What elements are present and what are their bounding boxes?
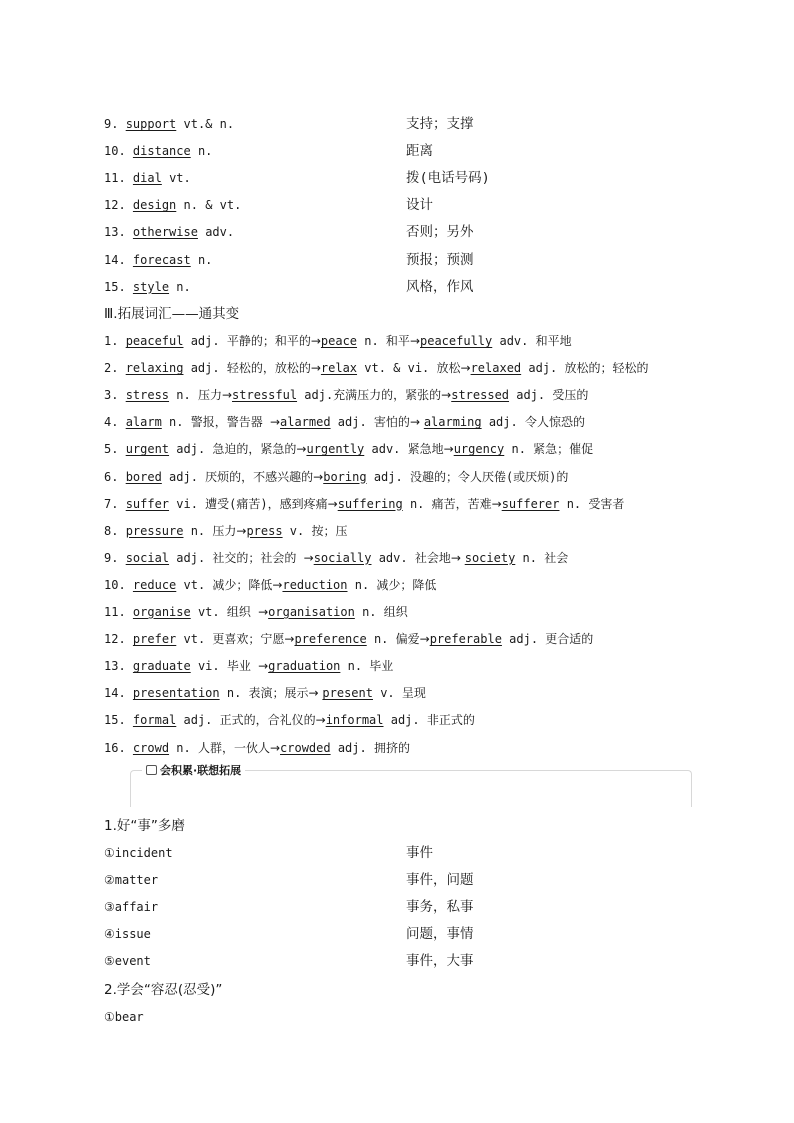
- extension-text: vt. 更喜欢；宁愿: [176, 632, 285, 647]
- extension-word: peace: [320, 334, 358, 348]
- extension-text: adv. 社会地: [371, 550, 451, 565]
- extension-row: [104, 467, 734, 487]
- extension-row: [104, 548, 734, 568]
- extension-text: adj. 正式的，合礼仪的: [176, 713, 316, 728]
- vocab-pos: n. & vt.: [183, 198, 242, 213]
- extension-row: [104, 710, 734, 730]
- extension-word: reduce: [132, 577, 177, 592]
- group1-word: ⑤event: [104, 954, 151, 969]
- extension-number: 15.: [104, 713, 126, 728]
- group1-meaning: 问题，事情: [406, 926, 474, 943]
- extension-row: [104, 494, 734, 514]
- extension-word: sufferer: [501, 496, 560, 511]
- arrow-icon: →: [409, 415, 424, 430]
- vocab-meaning: 拨(电话号码): [406, 170, 490, 187]
- extension-text: n. 表演；展示: [219, 686, 309, 701]
- extension-number: 3.: [104, 388, 119, 403]
- extension-text: adj. 非正式的: [383, 713, 475, 728]
- extension-text: vi. 毕业: [190, 659, 259, 674]
- vocab-pos: adv.: [205, 225, 235, 240]
- group1-item: [104, 924, 734, 944]
- arrow-icon: →: [491, 496, 502, 511]
- group1-word: ③affair: [104, 900, 159, 915]
- note-icon: [146, 765, 157, 775]
- extension-word: peacefully: [420, 334, 493, 348]
- extension-number: 5.: [104, 442, 119, 457]
- vocab-pos: vt.: [169, 171, 191, 186]
- extension-text: adv. 紧急地: [364, 442, 444, 457]
- vocab-meaning: 距离: [406, 143, 433, 160]
- extension-word: relaxing: [125, 361, 184, 376]
- extension-word: preferable: [429, 632, 502, 647]
- extension-text: vt. 组织: [190, 605, 259, 619]
- extension-text: n. 紧急；催促: [504, 442, 594, 457]
- vocab-row: [104, 222, 734, 242]
- extension-text: adj. 拥挤的: [330, 740, 410, 755]
- arrow-icon: →: [284, 632, 295, 647]
- extension-word: boring: [323, 469, 367, 484]
- vocab-pos: vt.& n.: [183, 117, 235, 131]
- arrow-icon: →: [310, 334, 321, 348]
- extension-number: 4.: [104, 415, 119, 430]
- extension-word: alarming: [423, 415, 482, 430]
- extension-text: adj. 厌烦的，不感兴趣的: [161, 469, 314, 484]
- extension-row: [104, 412, 734, 432]
- extension-word: pressure: [125, 523, 184, 538]
- extension-row: [104, 738, 734, 758]
- vocab-row: [104, 114, 734, 134]
- section-title: Ⅲ.拓展词汇——通其变: [104, 306, 240, 322]
- extension-word: informal: [325, 713, 384, 728]
- extension-row: [104, 521, 734, 541]
- vocab-pos: n.: [176, 279, 191, 294]
- vocab-meaning: 预报；预测: [406, 251, 474, 268]
- tip-box-title: 会积累·联想拓展: [142, 763, 245, 779]
- arrow-icon: →: [296, 442, 307, 457]
- extension-number: 16.: [104, 740, 126, 755]
- extension-row: [104, 358, 734, 378]
- vocab-meaning: 否则；另外: [406, 224, 474, 241]
- extension-text: vt. & vi. 放松: [357, 361, 461, 376]
- extension-word: graduation: [268, 659, 341, 674]
- extension-word: present: [322, 686, 373, 701]
- extension-number: 2.: [104, 361, 119, 376]
- arrow-icon: →: [460, 361, 471, 376]
- extension-word: preference: [294, 632, 367, 647]
- extension-word: peaceful: [125, 334, 184, 348]
- arrow-icon: →: [450, 550, 465, 565]
- vocab-number: 13.: [104, 225, 126, 240]
- extension-word: suffering: [337, 496, 403, 511]
- group1-meaning: 事件，大事: [406, 953, 474, 970]
- vocab-number: 15.: [104, 279, 126, 294]
- extension-word: social: [125, 550, 170, 565]
- arrow-icon: →: [308, 686, 323, 701]
- extension-text: adj.充满压力的，紧张的: [297, 388, 442, 403]
- arrow-icon: →: [419, 632, 430, 647]
- extension-number: 7.: [104, 496, 119, 511]
- extension-word: crowd: [132, 740, 170, 755]
- group1-item: [104, 870, 734, 890]
- group1-title: 1.好“事”多磨: [104, 818, 185, 834]
- extension-text: n. 社会: [515, 550, 569, 565]
- extension-text: v. 按；压: [282, 523, 348, 538]
- extension-text: adj. 没趣的；令人厌倦(或厌烦)的: [366, 469, 569, 484]
- arrow-icon: →: [443, 442, 454, 457]
- extension-number: 1.: [104, 334, 119, 348]
- vocab-word: design: [132, 198, 177, 213]
- extension-text: n. 毕业: [340, 659, 394, 674]
- extension-word: formal: [132, 713, 177, 728]
- extension-number: 11.: [104, 605, 126, 619]
- extension-word: urgent: [125, 442, 170, 457]
- group1-word: ①incident: [104, 846, 173, 860]
- extension-text: n. 偏爱: [366, 632, 420, 647]
- arrow-icon: →: [221, 388, 233, 403]
- extension-word: bored: [125, 469, 162, 484]
- extension-number: 6.: [104, 469, 119, 484]
- extension-text: n. 痛苦，苦难: [402, 496, 492, 511]
- extension-text: n. 压力: [183, 523, 237, 538]
- extension-word: alarm: [125, 415, 162, 430]
- arrow-icon: →: [258, 605, 269, 619]
- extension-text: adj. 受压的: [509, 388, 589, 403]
- vocab-meaning: 支持；支撑: [406, 116, 474, 132]
- extension-word: presentation: [132, 686, 220, 701]
- extension-word: society: [464, 550, 516, 565]
- arrow-icon: →: [315, 713, 326, 728]
- vocab-number: 10.: [104, 144, 126, 159]
- extension-text: adj. 平静的；和平的: [183, 334, 311, 348]
- vocab-meaning: 风格，作风: [406, 278, 474, 295]
- extension-row: [104, 575, 734, 595]
- arrow-icon: →: [258, 659, 269, 674]
- vocab-word: forecast: [132, 252, 191, 267]
- extension-row: [104, 602, 734, 622]
- extension-word: prefer: [132, 632, 177, 647]
- vocab-row: [104, 141, 734, 161]
- vocab-row: [104, 168, 734, 188]
- group1-word: ④issue: [104, 927, 151, 942]
- extension-text: n. 人群，一伙人: [169, 740, 270, 755]
- extension-row: [104, 656, 734, 676]
- extension-number: 9.: [104, 550, 119, 565]
- arrow-icon: →: [327, 496, 338, 511]
- group1-meaning: 事件，问题: [406, 872, 474, 889]
- extension-text: adj. 社交的；社会的: [169, 550, 304, 565]
- vocab-word: support: [125, 117, 177, 131]
- vocab-number: 11.: [104, 171, 126, 186]
- group1-word: ②matter: [104, 873, 159, 888]
- extension-row: [104, 331, 734, 351]
- extension-word: socially: [313, 550, 372, 565]
- arrow-icon: →: [310, 361, 321, 376]
- vocab-word: distance: [132, 144, 191, 159]
- arrow-icon: →: [441, 388, 452, 403]
- group2-title: 2.学会“容忍(忍受)”: [104, 982, 223, 998]
- arrow-icon: →: [313, 469, 324, 484]
- vocab-row: [104, 195, 734, 215]
- vocab-meaning: 设计: [406, 197, 433, 214]
- extension-text: n. 压力: [169, 388, 222, 403]
- group1-item: [104, 951, 734, 971]
- extension-word: graduate: [132, 659, 191, 674]
- extension-text: adj. 更合适的: [501, 632, 594, 647]
- group2-item: [104, 1007, 734, 1027]
- arrow-icon: →: [272, 577, 283, 592]
- extension-text: adv. 和平地: [492, 334, 572, 348]
- extension-word: organisation: [268, 605, 355, 619]
- extension-text: n. 组织: [354, 605, 408, 619]
- extension-word: press: [246, 523, 283, 538]
- group1-item: [104, 843, 734, 863]
- extension-number: 14.: [104, 686, 126, 701]
- extension-word: urgency: [453, 442, 505, 457]
- extension-text: adj. 轻松的，放松的: [183, 361, 311, 376]
- extension-number: 8.: [104, 523, 119, 538]
- extension-word: organise: [132, 605, 191, 619]
- extension-word: crowded: [280, 740, 331, 755]
- extension-word: stressful: [232, 388, 298, 403]
- extension-row: [104, 439, 734, 459]
- extension-text: vt. 减少；降低: [176, 577, 273, 592]
- vocab-word: style: [132, 279, 170, 294]
- extension-row: [104, 385, 734, 405]
- extension-text: n. 和平: [357, 334, 410, 348]
- extension-word: reduction: [282, 577, 348, 592]
- arrow-icon: →: [269, 740, 281, 755]
- extension-word: relaxed: [470, 361, 522, 376]
- extension-word: stress: [125, 388, 170, 403]
- extension-number: 13.: [104, 659, 126, 674]
- vocab-row: [104, 277, 734, 297]
- extension-text: adj. 令人惊恐的: [481, 415, 585, 430]
- extension-number: 10.: [104, 577, 126, 592]
- group1-meaning: 事件: [406, 845, 433, 861]
- extension-row: [104, 683, 734, 703]
- arrow-icon: →: [409, 334, 420, 348]
- extension-text: n. 警报，警告器: [161, 415, 270, 430]
- vocab-pos: n.: [197, 252, 213, 267]
- extension-row: [104, 629, 734, 649]
- vocab-pos: n.: [197, 144, 213, 159]
- extension-text: n. 减少；降低: [347, 577, 437, 592]
- extension-text: adj. 放松的；轻松的: [521, 361, 649, 376]
- group1-item: [104, 897, 734, 917]
- extension-text: adj. 害怕的: [330, 415, 410, 430]
- group1-meaning: 事务，私事: [406, 899, 474, 916]
- extension-text: vi. 遭受(痛苦)，感到疼痛: [169, 496, 328, 511]
- vocab-word: dial: [132, 171, 162, 186]
- vocab-number: 9.: [104, 117, 119, 131]
- arrow-icon: →: [303, 550, 314, 565]
- extension-text: v. 呈现: [372, 686, 426, 701]
- extension-text: n. 受害者: [559, 496, 625, 511]
- arrow-icon: →: [269, 415, 280, 430]
- extension-number: 12.: [104, 632, 126, 647]
- extension-word: relax: [320, 361, 358, 376]
- extension-word: urgently: [306, 442, 365, 457]
- extension-word: stressed: [451, 388, 510, 403]
- arrow-icon: →: [236, 523, 247, 538]
- vocab-row: [104, 250, 734, 270]
- vocab-number: 12.: [104, 198, 126, 213]
- group2-word: ①bear: [104, 1010, 144, 1024]
- extension-word: alarmed: [280, 415, 331, 430]
- vocab-word: otherwise: [132, 225, 198, 240]
- vocab-number: 14.: [104, 252, 126, 267]
- extension-text: adj. 急迫的，紧急的: [169, 442, 297, 457]
- extension-word: suffer: [125, 496, 170, 511]
